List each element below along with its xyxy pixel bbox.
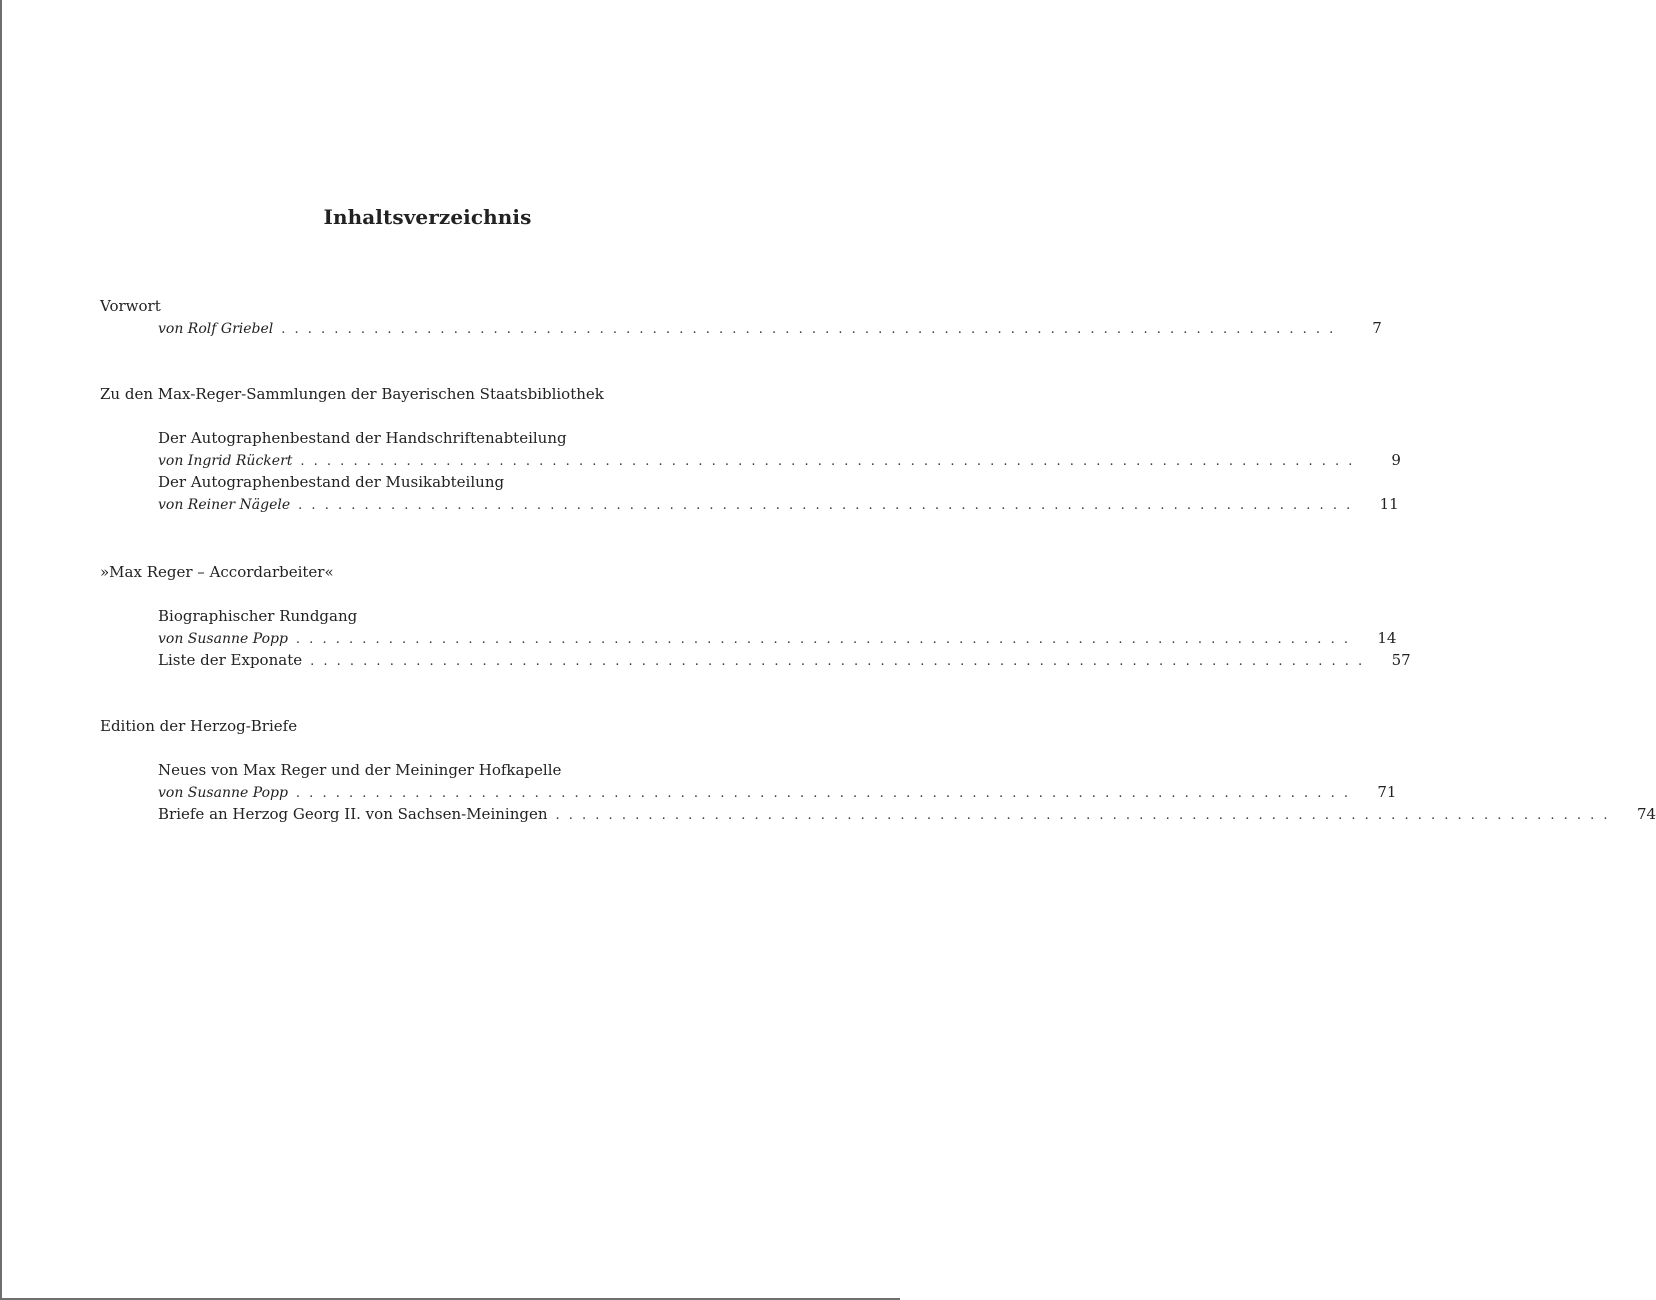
dot-leader: . . . . . . . . . . . . . . . . . . . . . . . . . . . . . . . . . . . . . . . . . . . . . . . . . . . . . . . . . . . . . . . . . . . . . . . . . . . . . . . . bbox=[310, 654, 1365, 669]
toc-entry-hofkapelle-author bbox=[158, 782, 1397, 802]
entry-author: von Susanne Popp bbox=[158, 631, 288, 647]
entry-author: von Reiner Nägele bbox=[158, 497, 291, 513]
entry-author: von Susanne Popp bbox=[158, 785, 288, 801]
entry-title: Liste der Exponate bbox=[158, 651, 303, 669]
toc-entry-vorwort-author bbox=[158, 318, 1382, 338]
page-number: 14 bbox=[1377, 629, 1397, 647]
dot-leader: . . . . . . . . . . . . . . . . . . . . . . . . . . . . . . . . . . . . . . . . . . . . . . . . . . . . . . . . . . . . . . . . . . . . . . . . . . . . . . . . bbox=[300, 454, 1355, 469]
toc-entry-briefe-georg bbox=[158, 804, 1656, 824]
section-heading-herzog-briefe: Edition der Herzog-Briefe bbox=[100, 717, 298, 735]
dot-leader: . . . . . . . . . . . . . . . . . . . . . . . . . . . . . . . . . . . . . . . . . . . . . . . . . . . . . . . . . . . . . . . . . . . . . . . . . . . . . . . . bbox=[281, 322, 1336, 337]
entry-author: von Rolf Griebel bbox=[158, 321, 274, 337]
page-title: Inhaltsverzeichnis bbox=[323, 205, 532, 229]
entry-title-musikabteilung: Der Autographenbestand der Musikabteilung bbox=[158, 473, 505, 491]
page-number: 74 bbox=[1636, 805, 1656, 823]
page-number: 57 bbox=[1391, 651, 1411, 669]
dot-leader: . . . . . . . . . . . . . . . . . . . . . . . . . . . . . . . . . . . . . . . . . . . . . . . . . . . . . . . . . . . . . . . . . . . . . . . . . . . . . . . . bbox=[295, 786, 1351, 801]
toc-entry-rundgang-author bbox=[158, 628, 1397, 648]
entry-title-rundgang: Biographischer Rundgang bbox=[158, 607, 358, 625]
toc-entry-exponate bbox=[158, 650, 1411, 670]
section-heading-accordarbeiter: »Max Reger – Accordarbeiter« bbox=[100, 563, 334, 581]
entry-title-hofkapelle: Neues von Max Reger und der Meininger Hofkapelle bbox=[158, 761, 562, 779]
toc-entry-musikabteilung-author bbox=[158, 494, 1399, 514]
entry-author: von Ingrid Rückert bbox=[158, 453, 293, 469]
page-number: 71 bbox=[1377, 783, 1397, 801]
dot-leader: . . . . . . . . . . . . . . . . . . . . . . . . . . . . . . . . . . . . . . . . . . . . . . . . . . . . . . . . . . . . . . . . . . . . . . . . . . . . . . . . bbox=[298, 498, 1353, 513]
section-heading-sammlungen: Zu den Max-Reger-Sammlungen der Bayerischen Staatsbibliothek bbox=[100, 385, 604, 403]
entry-title-handschriften: Der Autographenbestand der Handschriftenabteilung bbox=[158, 429, 567, 447]
page-number: 9 bbox=[1391, 451, 1401, 469]
toc-entry-handschriften-author bbox=[158, 450, 1401, 470]
dot-leader: . . . . . . . . . . . . . . . . . . . . . . . . . . . . . . . . . . . . . . . . . . . . . . . . . . . . . . . . . . . . . . . . . . . . . . . . . . . . . . . . bbox=[555, 808, 1611, 823]
section-heading-vorwort: Vorwort bbox=[100, 297, 161, 315]
page-number: 7 bbox=[1372, 319, 1382, 337]
dot-leader: . . . . . . . . . . . . . . . . . . . . . . . . . . . . . . . . . . . . . . . . . . . . . . . . . . . . . . . . . . . . . . . . . . . . . . . . . . . . . . . . bbox=[295, 632, 1351, 647]
page-border-left bbox=[0, 0, 2, 1300]
entry-title: Briefe an Herzog Georg II. von Sachsen-Meiningen bbox=[158, 805, 548, 823]
page-number: 11 bbox=[1379, 495, 1399, 513]
